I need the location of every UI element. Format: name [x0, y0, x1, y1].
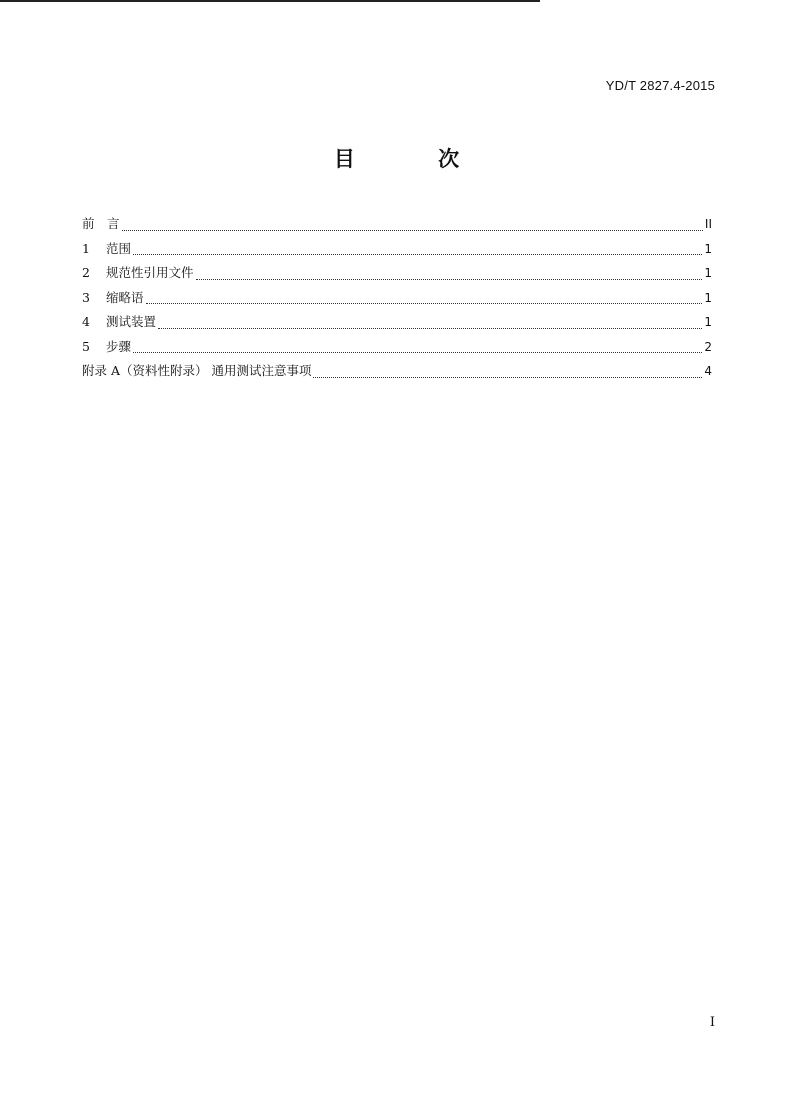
- toc-entry-abbreviations[interactable]: [82, 286, 712, 311]
- toc-section-number: 3: [82, 289, 90, 305]
- page-title: 目 次: [333, 147, 498, 171]
- toc-entry-test-setup[interactable]: [82, 310, 712, 335]
- dot-leader: [133, 253, 702, 255]
- toc-section-number: 1: [82, 240, 90, 256]
- toc-entry-text: 测试装置: [106, 314, 157, 329]
- toc-entry-foreword[interactable]: [82, 212, 712, 237]
- toc-entry-text: 缩略语: [106, 289, 144, 305]
- dot-leader: [196, 278, 703, 280]
- toc-page-number: 1: [704, 241, 712, 256]
- toc-page-number: 1: [704, 266, 712, 280]
- top-rule: [0, 0, 540, 2]
- toc-entry-annex-a[interactable]: [82, 359, 712, 384]
- page-number: I: [709, 1015, 715, 1030]
- document-code: YD/T 2827.4-2015: [605, 78, 715, 93]
- toc-page-number: II: [704, 217, 712, 231]
- toc-entry-text: 范围: [106, 240, 132, 256]
- toc-entry-text: 前 言: [82, 216, 120, 231]
- toc-entry-scope[interactable]: [82, 237, 712, 262]
- toc-entry-normative-references[interactable]: [82, 261, 712, 286]
- toc-section-number: 2: [82, 265, 90, 280]
- toc-section-number: 5: [82, 338, 90, 354]
- dot-leader: [158, 327, 702, 329]
- toc-entry-text: 附录 A（资料性附录） 通用测试注意事项: [82, 363, 312, 378]
- toc-entry-text: 规范性引用文件: [106, 265, 194, 280]
- toc-page-number: 2: [704, 339, 712, 354]
- table-of-contents: [82, 212, 712, 384]
- dot-leader: [122, 229, 703, 231]
- toc-page-number: 1: [704, 290, 712, 305]
- toc-section-number: 4: [82, 314, 90, 329]
- toc-page-number: 4: [704, 364, 712, 378]
- dot-leader: [146, 302, 703, 304]
- toc-entry-procedure[interactable]: [82, 335, 712, 360]
- dot-leader: [133, 351, 702, 353]
- dot-leader: [313, 376, 702, 378]
- toc-entry-text: 步骤: [106, 338, 132, 354]
- toc-page-number: 1: [704, 315, 712, 329]
